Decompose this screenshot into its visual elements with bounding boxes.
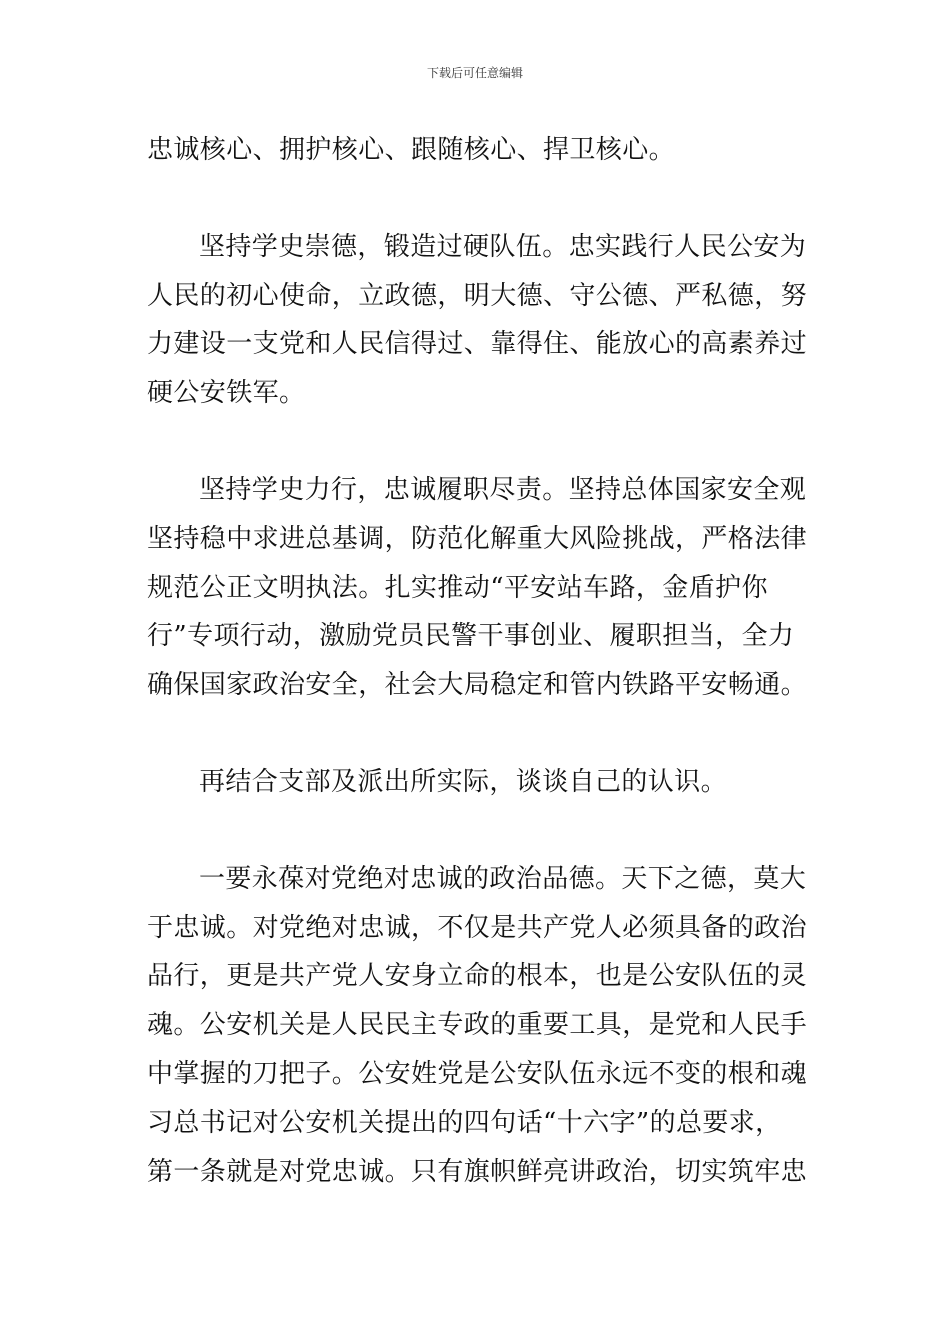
paragraph-line: 品行，更是共产党人安身立命的根本，也是公安队伍的灵 xyxy=(147,961,808,992)
paragraph-line: 第一条就是对党忠诚。只有旗帜鲜亮讲政治，切实筑牢忠 xyxy=(147,1156,808,1187)
paragraph-line: 魂。公安机关是人民民主专政的重要工具，是党和人民手 xyxy=(147,1010,808,1041)
paragraph-line: 一要永葆对党绝对忠诚的政治品德。天下之德，莫大 xyxy=(199,863,807,894)
paragraph-line: 忠诚核心、拥护核心、跟随核心、捍卫核心。 xyxy=(147,135,676,165)
paragraph-line: 力建设一支党和人民信得过、靠得住、能放心的高素养过 xyxy=(147,329,808,360)
paragraph-line: 于忠诚。对党绝对忠诚，不仅是共产党人必须具备的政治 xyxy=(147,912,808,943)
page-header: 下载后可任意编辑 xyxy=(426,66,523,80)
paragraph-line: 硬公安铁军。 xyxy=(147,378,306,409)
paragraph-2 xyxy=(147,223,813,418)
paragraph-line: 习总书记对公安机关提出的四句话“十六字”的总要求， xyxy=(147,1107,782,1138)
paragraph-3 xyxy=(147,466,813,710)
paragraph-line: 再结合支部及派出所实际，谈谈自己的认识。 xyxy=(199,766,728,797)
paragraph-line: 坚持稳中求进总基调，防范化解重大风险挑战，严格法律 xyxy=(147,523,808,554)
paragraph-line: 规范公正文明执法。扎实推动“平安站车路，金盾护你 xyxy=(147,572,768,603)
paragraph-4 xyxy=(147,758,813,807)
paragraph-5 xyxy=(147,855,813,1197)
paragraph-line: 坚持学史力行，忠诚履职尽责。坚持总体国家安全观 xyxy=(199,474,807,505)
paragraph-1 xyxy=(147,126,813,175)
document-body xyxy=(147,126,813,1196)
paragraph-line: 坚持学史崇德，锻造过硬队伍。忠实践行人民公安为 xyxy=(199,231,807,262)
paragraph-line: 确保国家政治安全，社会大局稳定和管内铁路平安畅通。 xyxy=(147,670,808,701)
paragraph-line: 人民的初心使命，立政德，明大德、守公德、严私德，努 xyxy=(147,280,808,311)
paragraph-line: 行”专项行动，激励党员民警干事创业、履职担当，全力 xyxy=(147,621,795,652)
paragraph-line: 中掌握的刀把子。公安姓党是公安队伍永远不变的根和魂 xyxy=(147,1058,808,1089)
